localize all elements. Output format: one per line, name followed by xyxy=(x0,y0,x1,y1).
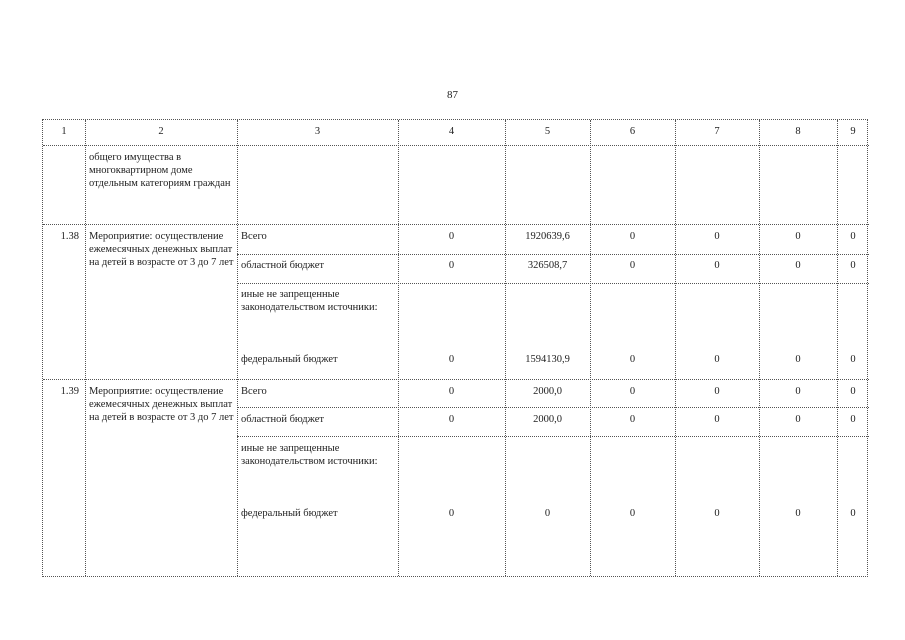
subrow-divider xyxy=(237,283,869,284)
funding-value: 0 xyxy=(850,414,856,425)
column-header: 1 xyxy=(61,126,67,137)
funding-source-label: областной бюджет xyxy=(241,414,324,425)
funding-value: 1920639,6 xyxy=(525,231,570,242)
funding-value: 0 xyxy=(629,386,636,397)
funding-value: 0 xyxy=(795,260,801,271)
column-divider xyxy=(85,120,86,576)
column-header: 7 xyxy=(714,126,720,137)
column-header: 4 xyxy=(448,126,455,137)
row-description: Мероприятие: осуществление ежемесячных денежных выплат на детей в возрасте от 3 до 7 лет xyxy=(89,386,234,423)
funding-value: 0 xyxy=(714,414,720,425)
continuation-description: общего имущества в многоквартирном доме отдельным категориям граждан xyxy=(89,152,231,189)
funding-value: 0 xyxy=(795,231,801,242)
funding-value: 0 xyxy=(850,231,856,242)
funding-source-label: иные не запрещенные законодательством источники: xyxy=(241,443,378,467)
funding-value: 2000,0 xyxy=(533,414,562,425)
funding-value: 0 xyxy=(629,508,636,519)
funding-value: 0 xyxy=(714,231,720,242)
funding-value: 0 xyxy=(448,231,455,242)
column-header: 3 xyxy=(314,126,321,137)
column-divider xyxy=(237,120,238,576)
funding-value: 0 xyxy=(714,508,720,519)
subrow-divider xyxy=(237,436,869,437)
funding-value: 0 xyxy=(850,260,856,271)
funding-source-label: федеральный бюджет xyxy=(241,354,338,365)
funding-value: 0 xyxy=(448,260,455,271)
funding-value: 0 xyxy=(448,354,455,365)
funding-value: 0 xyxy=(448,386,455,397)
funding-source-label: Всего xyxy=(241,231,267,242)
funding-value: 1594130,9 xyxy=(525,354,570,365)
funding-value: 0 xyxy=(850,508,856,519)
funding-value: 0 xyxy=(714,260,720,271)
budget-table xyxy=(42,119,868,577)
funding-value: 0 xyxy=(544,508,551,519)
column-header: 8 xyxy=(795,126,801,137)
funding-value: 0 xyxy=(714,386,720,397)
funding-value: 2000,0 xyxy=(533,386,562,397)
page-number: 87 xyxy=(447,89,458,101)
funding-value: 0 xyxy=(795,414,801,425)
funding-value: 0 xyxy=(795,508,801,519)
funding-value: 0 xyxy=(629,260,636,271)
funding-value: 0 xyxy=(629,414,636,425)
header-divider xyxy=(43,145,869,146)
funding-value: 0 xyxy=(714,354,720,365)
funding-value: 0 xyxy=(448,414,455,425)
funding-value: 0 xyxy=(850,386,856,397)
column-header: 6 xyxy=(629,126,636,137)
subrow-divider xyxy=(237,407,869,408)
row-number: 1.38 xyxy=(60,231,79,242)
funding-value: 0 xyxy=(629,354,636,365)
funding-value: 0 xyxy=(795,354,801,365)
column-header: 9 xyxy=(850,126,856,137)
funding-value: 0 xyxy=(795,386,801,397)
column-header: 2 xyxy=(158,126,164,137)
column-header: 5 xyxy=(544,126,551,137)
row-divider xyxy=(43,379,869,380)
row-number: 1.39 xyxy=(60,386,79,397)
funding-source-label: Всего xyxy=(241,386,267,397)
row-description: Мероприятие: осуществление ежемесячных денежных выплат на детей в возрасте от 3 до 7 лет xyxy=(89,231,234,268)
subrow-divider xyxy=(237,254,869,255)
funding-source-label: иные не запрещенные законодательством источники: xyxy=(241,289,378,313)
funding-value: 0 xyxy=(850,354,856,365)
funding-value: 0 xyxy=(629,231,636,242)
funding-source-label: областной бюджет xyxy=(241,260,324,271)
row-divider xyxy=(43,224,869,225)
funding-source-label: федеральный бюджет xyxy=(241,508,338,519)
funding-value: 0 xyxy=(448,508,455,519)
funding-value: 326508,7 xyxy=(527,260,568,271)
